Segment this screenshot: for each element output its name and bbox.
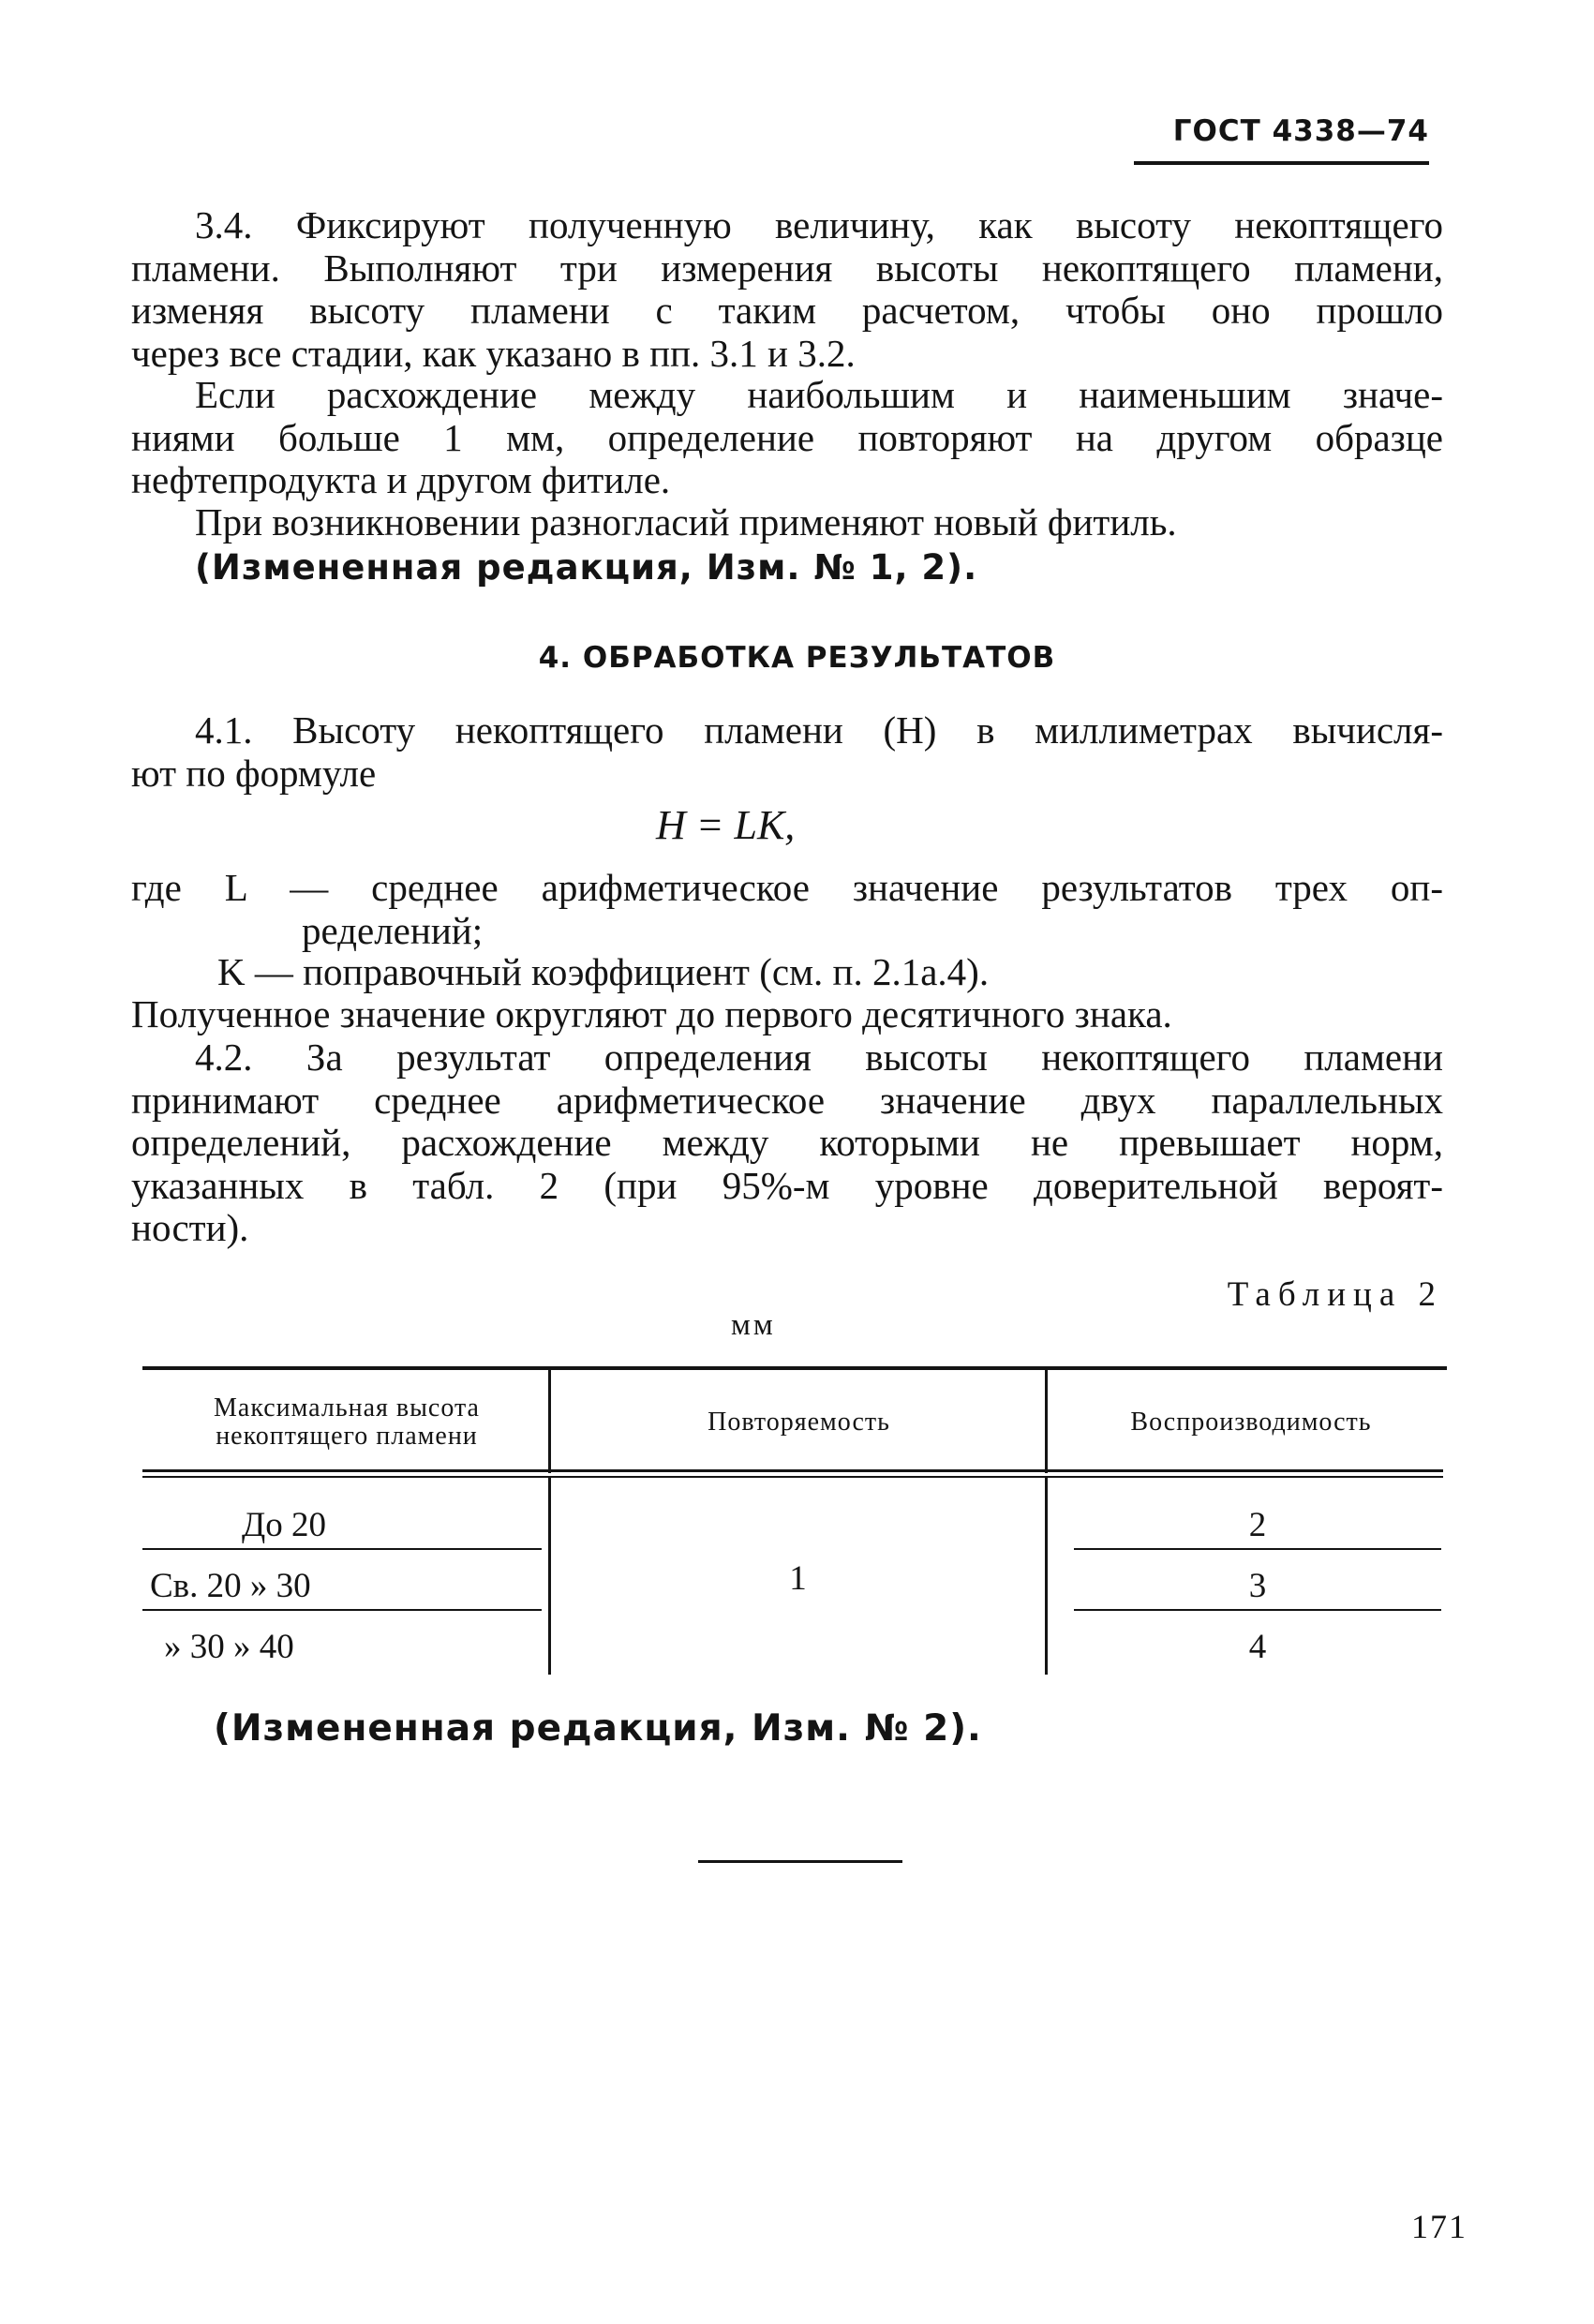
where-l-definition — [131, 867, 1443, 952]
text-line: определений, расхождение между которыми не превышает норм, — [131, 1121, 1443, 1164]
column-header-repeatability: Повторяемость — [708, 1408, 890, 1437]
paragraph-4-1 — [131, 709, 1443, 795]
row-rule — [142, 1609, 542, 1611]
text-line: ниями больше 1 мм, определение повторяют на другом образце — [131, 415, 1443, 459]
table-cell-reproducibility: 2 — [1248, 1506, 1267, 1544]
header-rule — [1134, 161, 1429, 165]
amendment-note-1: (Измененная редакция, Изм. № 1, 2). — [195, 547, 978, 588]
text-line: нефтепродукта и другом фитиле. — [131, 458, 671, 501]
paragraph-4-2 — [131, 1036, 1443, 1250]
table-unit: мм — [731, 1308, 776, 1342]
text-line: 4.2. За результат определения высоты некоптящего пламени — [195, 1035, 1443, 1079]
table-cell-range: До 20 — [242, 1506, 326, 1544]
amendment-note-2: (Измененная редакция, Изм. № 2). — [214, 1707, 982, 1750]
header-rule-1 — [142, 1469, 1443, 1472]
text-line: изменяя высоту пламени с таким расчетом, чтобы оно прошло — [131, 289, 1443, 332]
row-rule — [1074, 1609, 1441, 1611]
text-line: Если расхождение между наибольшим и наименьшим значе- — [195, 373, 1443, 416]
table-top-rule — [142, 1366, 1447, 1370]
rounding-rule: Полученное значение округляют до первого десятичного знака. — [131, 992, 1172, 1035]
where-k-definition: K — поправочный коэффициент (см. п. 2.1а.4). — [217, 950, 990, 993]
end-rule — [698, 1860, 902, 1863]
text-line: 4.1. Высоту некоптящего пламени (H) в миллиметрах вычисля- — [195, 708, 1443, 752]
text-line: ности). — [131, 1206, 249, 1249]
text-line: ют по формуле — [131, 751, 377, 795]
column-rule — [548, 1370, 551, 1473]
paragraph-new-wick: При возникновении разногласий применяют новый фитиль. — [195, 500, 1177, 544]
text-line: пламени. Выполняют три измерения высоты некоптящего пламени, — [131, 246, 1443, 290]
row-rule — [1074, 1548, 1441, 1550]
table-cell-reproducibility: 4 — [1248, 1628, 1267, 1666]
text-line: 3.4. Фиксируют полученную величину, как высоту некоптящего — [195, 203, 1443, 246]
row-rule — [142, 1548, 542, 1550]
page-number: 171 — [1411, 2208, 1467, 2245]
table-cell-range: Св. 20 » 30 — [150, 1567, 311, 1605]
header-rule-2 — [142, 1476, 1443, 1478]
text-line: ределений; — [302, 908, 484, 952]
paragraph-discrepancy — [131, 374, 1443, 502]
column-header-max-height: Максимальная высота некоптящего пламени — [214, 1393, 480, 1451]
paragraph-3-4 — [131, 204, 1443, 375]
text-line: принимают среднее арифметическое значение двух параллельных — [131, 1078, 1443, 1122]
text-line: указанных в табл. 2 (при 95%-м уровне доверительной вероят- — [131, 1163, 1443, 1207]
text-line: где L — среднее арифметическое значение результатов трех оп- — [131, 866, 1443, 909]
table-cell-reproducibility: 3 — [1248, 1567, 1267, 1605]
table-cell-repeatability: 1 — [789, 1559, 807, 1598]
table-cell-range: » 30 » 40 — [164, 1628, 294, 1666]
table-label: Таблица 2 — [1227, 1275, 1443, 1314]
formula: H = LK, — [656, 802, 796, 848]
section-title: 4. ОБРАБОТКА РЕЗУЛЬТАТОВ — [538, 641, 1056, 675]
standard-code: ГОСТ 4338—74 — [1172, 114, 1429, 148]
column-header-reproducibility: Воспроизводимость — [1130, 1408, 1372, 1437]
column-rule — [1045, 1370, 1048, 1473]
text-line: через все стадии, как указано в пп. 3.1 и 3.2. — [131, 331, 856, 375]
